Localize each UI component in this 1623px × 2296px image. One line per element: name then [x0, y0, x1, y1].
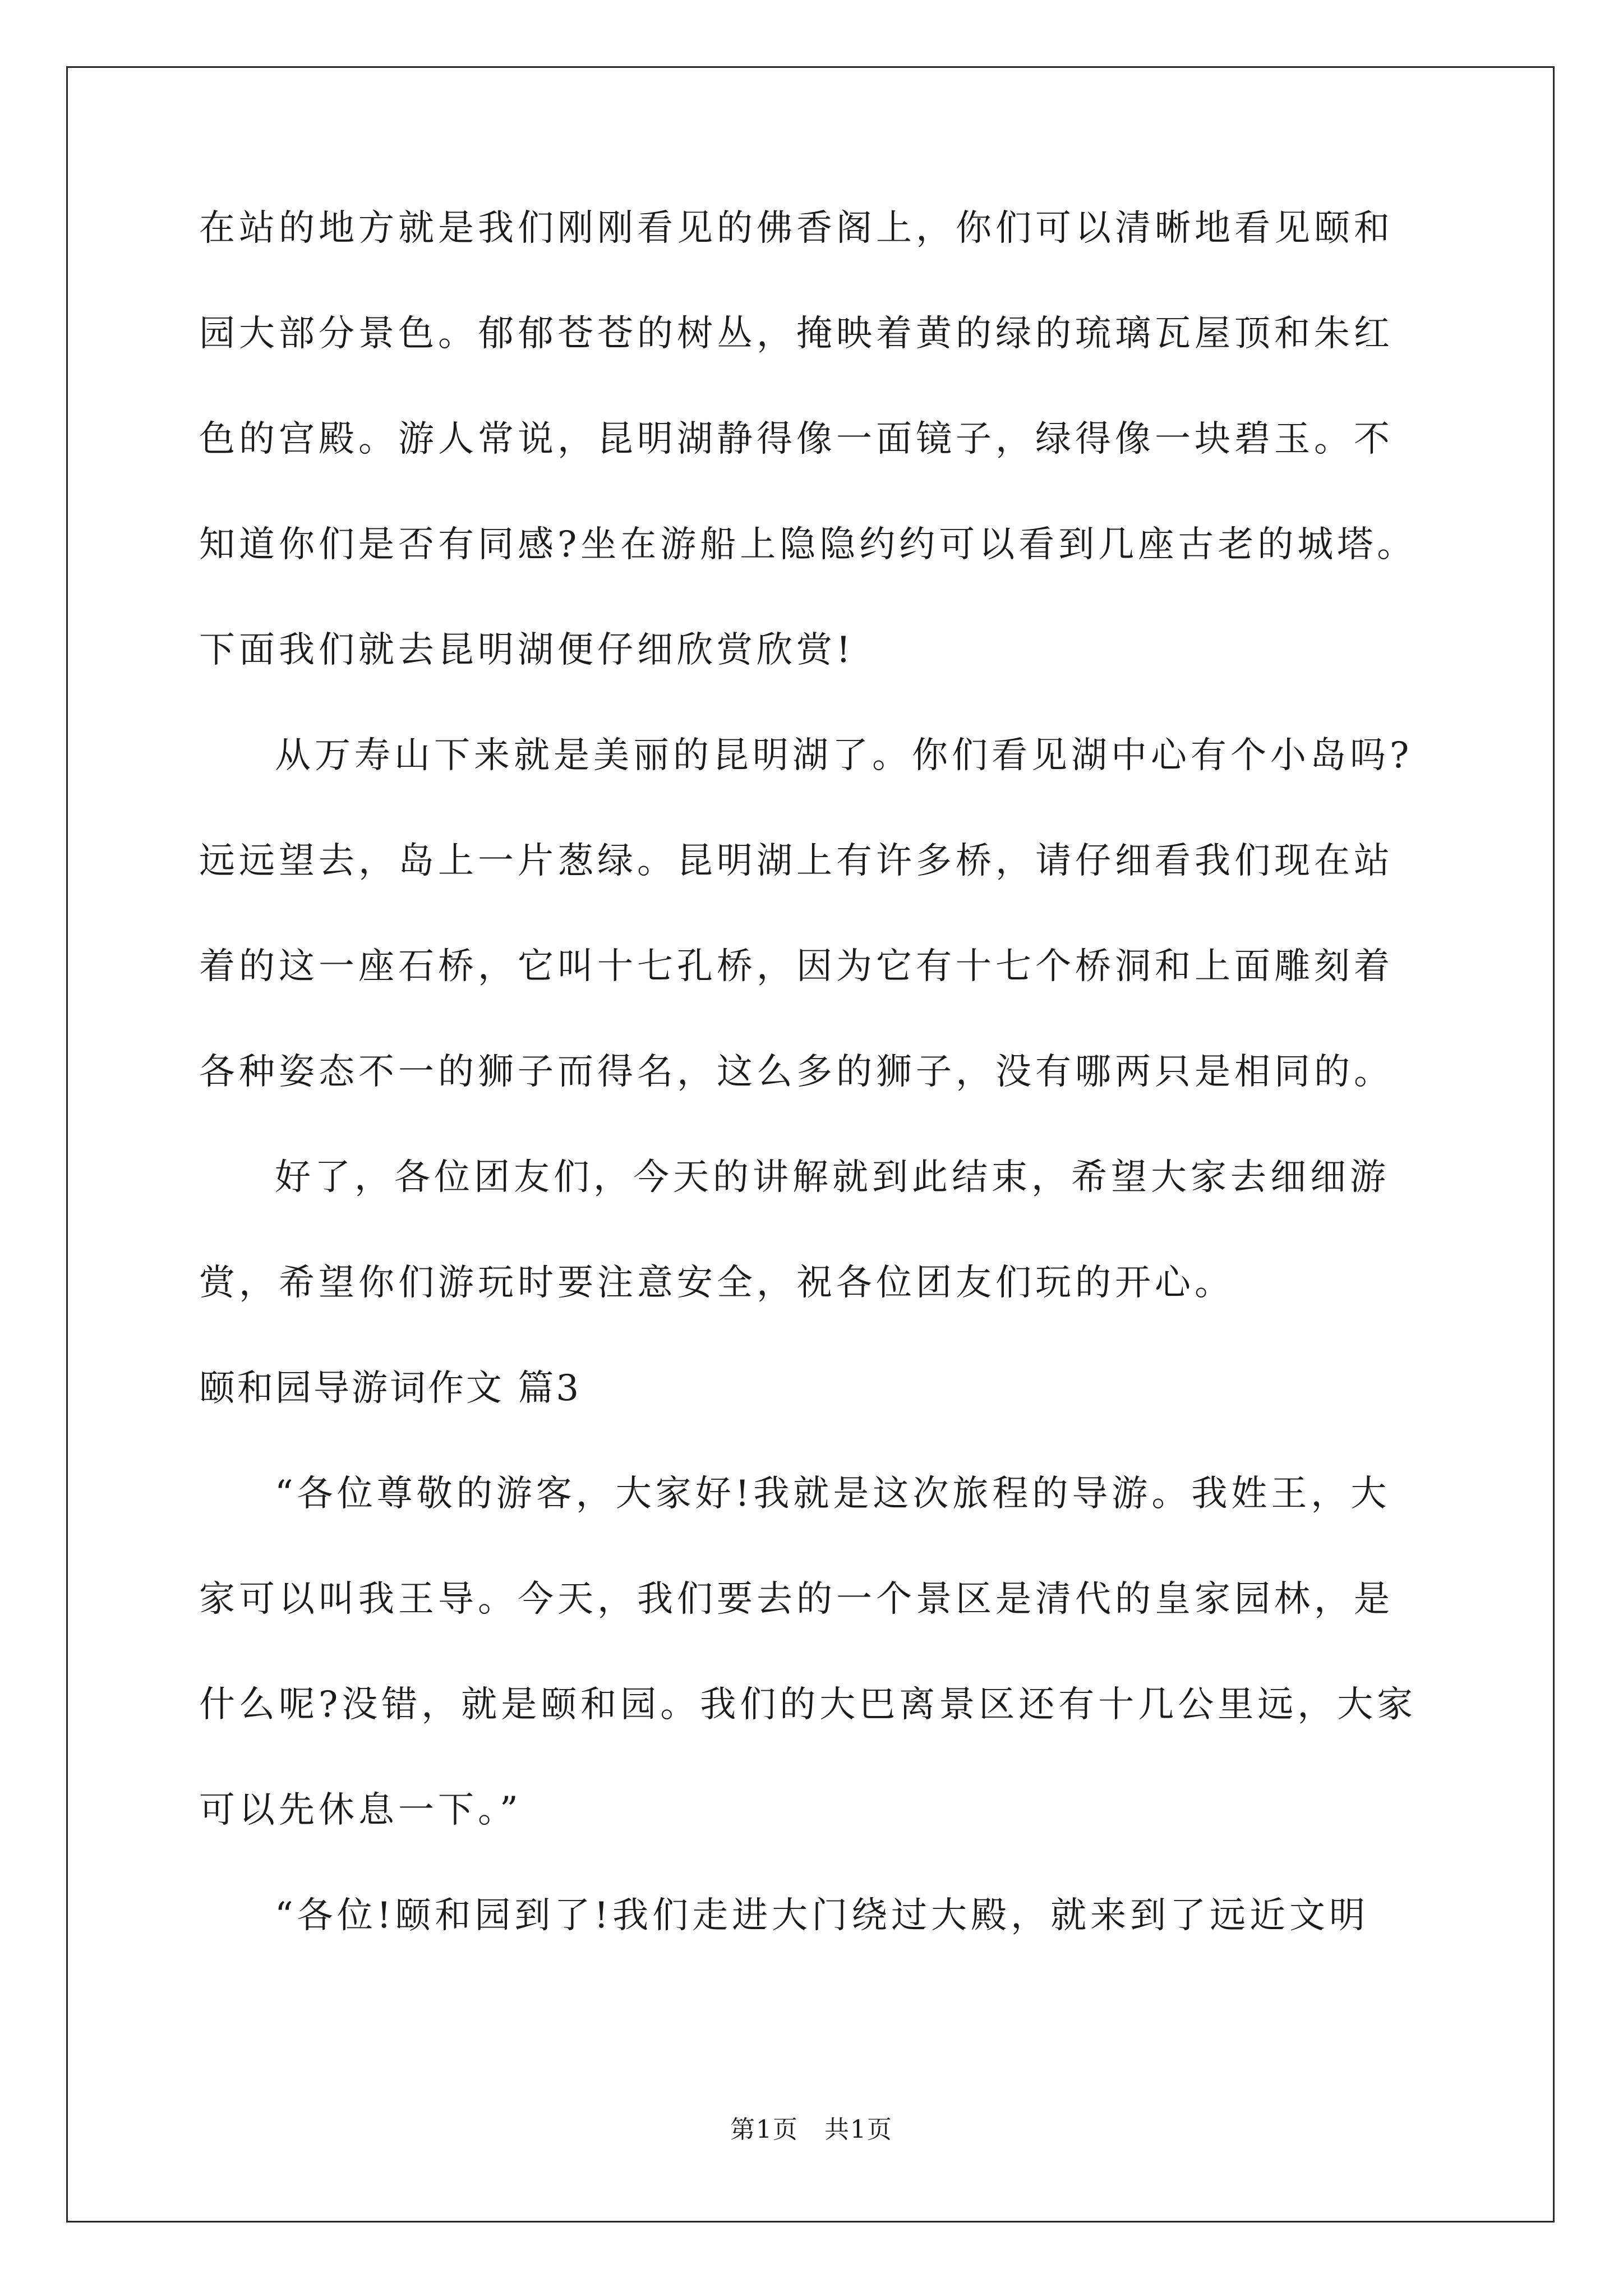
- text-line: 各种姿态不一的狮子而得名，这么多的狮子，没有哪两只是相同的。: [199, 1051, 1394, 1093]
- text-line: “各位尊敬的游客，大家好!我就是这次旅程的导游。我姓王，大: [275, 1473, 1391, 1515]
- text-line: “各位!颐和园到了!我们走进大门绕过大殿，就来到了远近文明: [275, 1895, 1370, 1936]
- text-line: 下面我们就去昆明湖便仔细欣赏欣赏!: [199, 629, 855, 671]
- section-heading: 颐和园导游词作文 篇3: [199, 1368, 582, 1409]
- text-line: 远远望去，岛上一片葱绿。昆明湖上有许多桥，请仔细看我们现在站: [199, 840, 1394, 882]
- page-number: 第1页 共1页: [730, 2115, 893, 2144]
- text-line: 可以先休息一下。”: [199, 1789, 522, 1831]
- text-line: 好了，各位团友们，今天的讲解就到此结束，希望大家去细细游: [275, 1157, 1390, 1198]
- text-line: 在站的地方就是我们刚刚看见的佛香阁上，你们可以清晰地看见颐和: [199, 208, 1394, 249]
- text-line: 从万寿山下来就是美丽的昆明湖了。你们看见湖中心有个小岛吗?: [275, 735, 1413, 776]
- text-line: 园大部分景色。郁郁苍苍的树丛，掩映着黄的绿的琉璃瓦屋顶和朱红: [199, 313, 1394, 355]
- text-line: 着的这一座石桥，它叫十七孔桥，因为它有十七个桥洞和上面雕刻着: [199, 946, 1394, 987]
- text-line: 家可以叫我王导。今天，我们要去的一个景区是清代的皇家园林，是: [199, 1579, 1394, 1620]
- text-line: 色的宫殿。游人常说，昆明湖静得像一面镜子，绿得像一块碧玉。不: [199, 418, 1394, 460]
- text-line: 赏，希望你们游玩时要注意安全，祝各位团友们玩的开心。: [199, 1262, 1234, 1304]
- text-line: 知道你们是否有同感?坐在游船上隐隐约约可以看到几座古老的城塔。: [199, 524, 1417, 565]
- text-line: 什么呢?没错，就是颐和园。我们的大巴离景区还有十几公里远，大家: [199, 1684, 1417, 1726]
